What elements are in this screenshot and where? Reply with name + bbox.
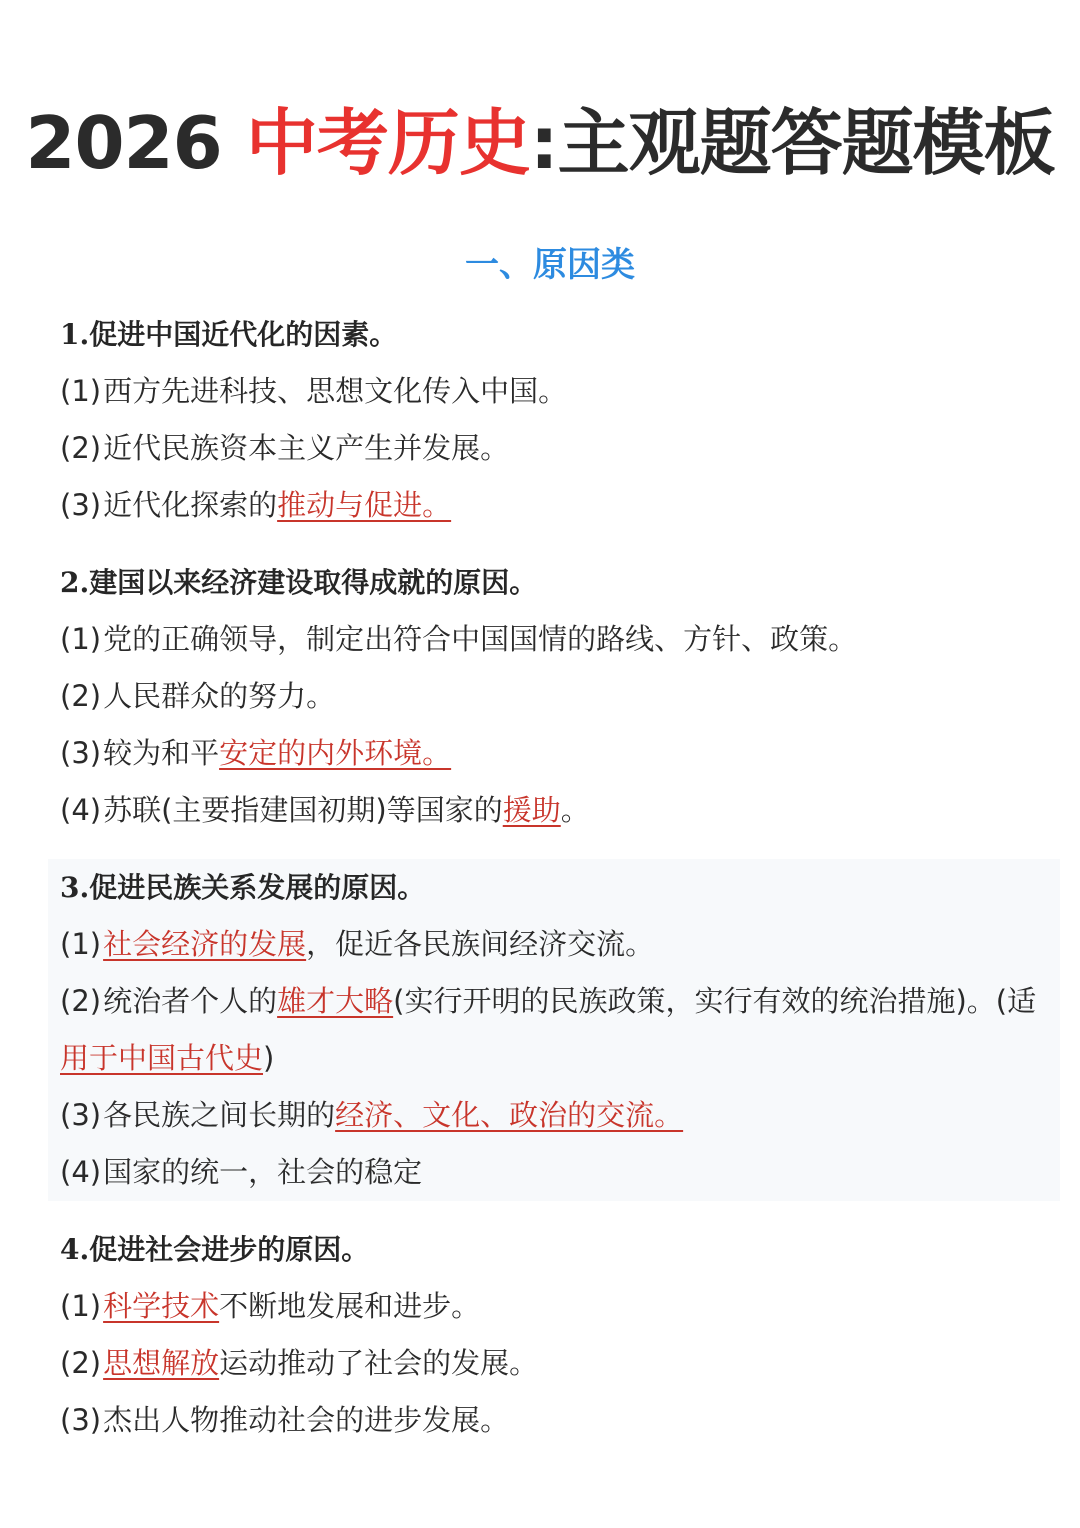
item-number: (4) [60,793,102,827]
item-text-tail: ，促近各民族间经济交流。 [306,927,655,961]
item-text-tail: 。 [560,793,590,827]
section-heading: 一、原因类 [465,245,635,285]
page-title [0,98,1080,188]
item-number: (1) [60,927,102,961]
highlighted-text: 雄才大略 [277,984,394,1018]
item-number: (2) [60,984,102,1018]
item-text: 国家的统一，社会的稳定 [103,1155,423,1189]
item-text: 统治者个人的 [103,984,278,1018]
item-text: 近代民族资本主义产生并发展。 [103,431,510,465]
item-text: 西方先进科技、思想文化传入中国。 [103,374,568,408]
reason-group-4 [60,1221,1050,1449]
item-text: 近代化探索的 [103,488,278,522]
list-item [60,973,1060,1087]
item-number: (1) [60,374,102,408]
list-item [60,363,1050,420]
reason-group-1 [60,306,1050,534]
item-text: 杰出人物推动社会的进步发展。 [103,1403,510,1437]
item-text-tail: 不断地发展和进步。 [219,1289,481,1323]
item-number: (4) [60,1155,102,1189]
item-text-tail: (实行开明的民族政策，实行有效的统治措施)。(适 [393,984,1037,1018]
item-text: 人民群众的努力。 [103,679,336,713]
highlighted-text: 思想解放 [103,1346,220,1380]
item-number: (2) [60,1346,102,1380]
item-text: 各民族之间长期的 [103,1098,336,1132]
list-item [60,611,1050,668]
highlighted-text: 社会经济的发展 [103,927,307,961]
list-item [60,668,1050,725]
item-text: 党的正确领导，制定出符合中国国情的路线、方针、政策。 [103,622,858,656]
group-heading: 2.建国以来经济建设取得成就的原因。 [60,566,538,599]
highlighted-text: 用于中国古代史 [60,1041,264,1075]
reason-group-3 [48,859,1060,1201]
title-highlight: 中考历史 [245,101,530,185]
item-number: (1) [60,622,102,656]
item-text: 较为和平 [103,736,220,770]
title-rest: :主观题答题模板 [529,101,1055,185]
list-item [60,1335,1050,1392]
list-item [60,916,1060,973]
list-item [60,1087,1060,1144]
group-heading: 4.促进社会进步的原因。 [60,1233,370,1266]
reason-group-2 [60,554,1050,839]
highlighted-text: 安定的内外环境。 [219,736,452,770]
list-item [60,1144,1060,1201]
highlighted-text: 经济、文化、政治的交流。 [335,1098,684,1132]
highlighted-text: 推动与促进。 [277,488,452,522]
list-item [60,1278,1050,1335]
item-number: (3) [60,736,102,770]
item-text-end: ) [263,1041,275,1075]
list-item [60,420,1050,477]
title-year: 2026 [25,101,246,185]
group-heading: 1.促进中国近代化的因素。 [60,318,398,351]
item-number: (2) [60,431,102,465]
content-body [60,306,1050,1469]
item-text-tail: 运动推动了社会的发展。 [219,1346,539,1380]
item-number: (1) [60,1289,102,1323]
list-item [60,725,1050,782]
list-item [60,477,1050,534]
list-item [60,782,1050,839]
list-item [60,1392,1050,1449]
item-number: (3) [60,1098,102,1132]
group-heading: 3.促进民族关系发展的原因。 [60,871,426,904]
item-number: (2) [60,679,102,713]
item-number: (3) [60,488,102,522]
highlighted-text: 科学技术 [103,1289,220,1323]
item-number: (3) [60,1403,102,1437]
item-text: 苏联(主要指建国初期)等国家的 [103,793,503,827]
highlighted-text: 援助 [502,793,561,827]
